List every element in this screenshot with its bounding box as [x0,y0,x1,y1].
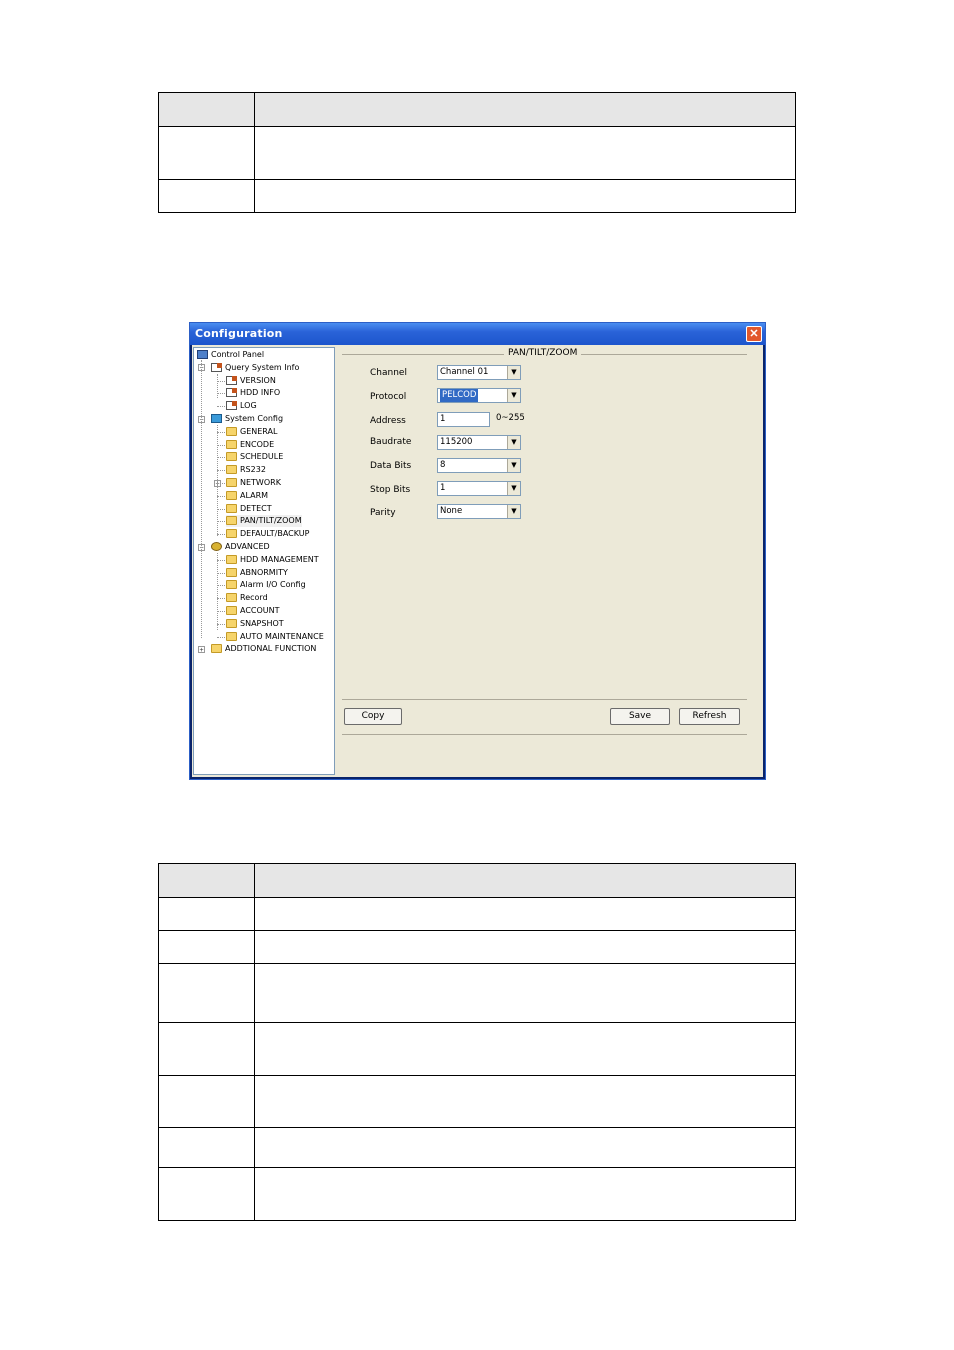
table-cell [255,964,796,1023]
folder-icon [226,593,237,602]
table-cell [159,931,255,964]
table-cell [255,1168,796,1221]
tree-item[interactable] [211,541,270,553]
protocol-value: PELCOD [442,390,477,400]
address-input[interactable]: 1 [437,412,490,427]
tree-item-label: LOG [240,401,257,411]
table-cell [255,180,796,213]
folder-icon [226,504,237,513]
tree-item-label: PAN/TILT/ZOOM [240,516,302,526]
tree-item-label: HDD INFO [240,388,281,398]
tree-connector [217,445,225,446]
table-cell [159,1168,255,1221]
tree-item[interactable] [211,413,283,425]
table-cell [255,898,796,931]
tree-item[interactable] [226,605,280,617]
tree-connector [217,381,225,382]
tree-item[interactable] [226,426,277,438]
folder-icon [226,478,237,487]
tree-item-label: SCHEDULE [240,452,284,462]
folder-icon [211,644,222,653]
folder-icon [226,491,237,500]
tree-item-label: Alarm I/O Config [240,580,306,590]
table-cell [255,1076,796,1128]
window-title: Configuration [195,327,283,340]
parity-label: Parity [370,508,396,518]
document-icon [226,376,237,385]
address-label: Address [370,416,406,426]
gear-icon [211,542,222,551]
expand-icon[interactable]: + [199,646,204,654]
folder-icon [226,606,237,615]
folder-icon [226,452,237,461]
channel-value: Channel 01 [440,367,489,377]
table-cell [255,931,796,964]
tree-item[interactable] [226,618,284,630]
tree-item[interactable] [226,579,306,591]
tree-item-label: DEFAULT/BACKUP [240,529,310,539]
folder-icon [226,516,237,525]
collapse-icon[interactable]: − [199,416,204,424]
folder-icon [226,632,237,641]
tree-item[interactable] [211,643,316,655]
tree-connector [217,585,225,586]
ptz-settings-panel [338,345,763,777]
tree-connector [217,496,225,497]
tree-item-label: HDD MANAGEMENT [240,554,319,564]
tree-connector [217,624,225,625]
folder-icon [226,568,237,577]
tree-connector [217,637,225,638]
table-cell [159,180,255,213]
bottom-parameter-table [158,863,796,1221]
table-cell [159,1023,255,1076]
table-cell [159,1076,255,1128]
stop-bits-select[interactable] [437,481,521,496]
tree-connector [217,560,225,561]
configuration-window [189,322,766,780]
tree-item-label: SNAPSHOT [240,618,284,628]
folder-icon [226,555,237,564]
table-header-cell [255,864,796,898]
folder-icon [226,465,237,474]
window-client-area [192,345,763,777]
tree-item[interactable] [226,451,283,463]
tree-item-label: ALARM [240,490,269,500]
dropdown-arrow-icon[interactable]: ▼ [507,482,520,495]
tree-item[interactable] [226,439,274,451]
table-cell [159,964,255,1023]
copy-button[interactable]: Copy [344,708,402,725]
tree-item[interactable] [226,515,302,527]
table-cell [255,127,796,180]
tree-connector [217,374,218,398]
dropdown-arrow-icon[interactable]: ▼ [507,366,520,379]
tree-connector [217,425,218,536]
tree-connector [217,470,225,471]
refresh-button[interactable]: Refresh [679,708,740,725]
tree-item-label: ADVANCED [225,542,270,551]
tree-item[interactable] [226,592,268,604]
tree-item[interactable] [197,349,264,361]
data-bits-select[interactable] [437,458,521,473]
table-cell [159,1128,255,1168]
address-range-hint: 0~255 [496,413,525,423]
folder-icon [226,619,237,628]
table-header-cell [159,864,255,898]
tree-item[interactable] [226,631,324,643]
tree-connector [217,611,225,612]
dropdown-arrow-icon[interactable]: ▼ [507,389,520,402]
tree-connector [217,432,225,433]
table-cell [255,1128,796,1168]
dropdown-arrow-icon[interactable]: ▼ [507,459,520,472]
expand-icon[interactable]: + [215,480,220,488]
tree-item-label: Record [240,593,268,603]
tree-item-label: Query System Info [225,362,300,372]
dropdown-arrow-icon[interactable]: ▼ [507,436,520,449]
tree-item-label: System Config [225,414,284,423]
table-cell [159,127,255,180]
stop-bits-label: Stop Bits [370,485,411,495]
tree-item-label: RS232 [240,465,266,475]
tree-connector [217,406,225,407]
channel-label: Channel [370,368,407,378]
parity-select[interactable] [437,504,521,519]
baudrate-select[interactable] [437,435,521,450]
tree-item-label: VERSION [240,375,276,385]
protocol-select[interactable] [437,388,521,403]
parity-value: None [440,506,463,516]
tree-item-label: NETWORK [240,478,281,487]
protocol-label: Protocol [370,392,407,402]
folder-icon [226,440,237,449]
tree-item-label: ABNORMITY [240,567,288,577]
top-parameter-table [158,92,796,213]
tree-item-label: ADDTIONAL FUNCTION [225,644,317,654]
tree-item[interactable] [226,387,280,399]
tree-item-label: Control Panel [211,350,265,359]
document-icon [226,388,237,397]
button-row-top-divider [342,699,747,700]
config-tree[interactable] [193,347,335,775]
table-cell [159,898,255,931]
tree-connector [217,483,225,484]
tree-connector [217,457,225,458]
tree-item[interactable] [226,528,309,540]
dropdown-arrow-icon[interactable]: ▼ [507,505,520,518]
computer-icon [197,350,208,359]
document-icon [226,401,237,410]
baudrate-label: Baudrate [370,437,412,447]
system-icon [211,414,222,423]
tree-item[interactable] [226,400,257,412]
collapse-icon[interactable]: − [199,365,204,373]
data-bits-label: Data Bits [370,461,412,471]
tree-connector [217,553,218,630]
tree-item[interactable] [226,554,319,566]
tree-item-label: ACCOUNT [240,606,280,615]
tree-item[interactable] [226,490,268,502]
folder-icon [226,427,237,436]
tree-connector [201,360,202,638]
tree-connector [217,534,225,535]
folder-icon [226,529,237,538]
baudrate-value: 115200 [440,437,473,447]
tree-item[interactable] [226,503,272,515]
group-title: PAN/TILT/ZOOM [504,348,581,358]
tree-item[interactable] [226,375,276,387]
tree-item-label: ENCODE [240,439,275,449]
tree-item[interactable] [226,477,281,489]
save-button[interactable]: Save [610,708,670,725]
button-row-bottom-divider [342,734,747,735]
tree-item[interactable] [211,362,299,374]
tree-connector [217,393,225,394]
title-bar[interactable] [190,323,765,345]
collapse-icon[interactable]: − [199,544,204,552]
folder-icon [226,580,237,589]
close-icon[interactable]: ✕ [746,326,762,342]
tree-connector [217,573,225,574]
table-cell [255,1023,796,1076]
table-header-cell [159,93,255,127]
tree-connector [217,521,225,522]
tree-item[interactable] [226,464,266,476]
document-icon [211,363,222,372]
tree-item-label: AUTO MAINTENANCE [240,631,324,641]
tree-item-label: GENERAL [240,426,278,436]
tree-item-label: DETECT [240,503,272,513]
tree-item[interactable] [226,567,288,579]
data-bits-value: 8 [440,460,446,470]
stop-bits-value: 1 [440,483,446,493]
tree-connector [217,598,225,599]
channel-select[interactable] [437,365,521,380]
tree-connector [217,509,225,510]
table-header-cell [255,93,796,127]
